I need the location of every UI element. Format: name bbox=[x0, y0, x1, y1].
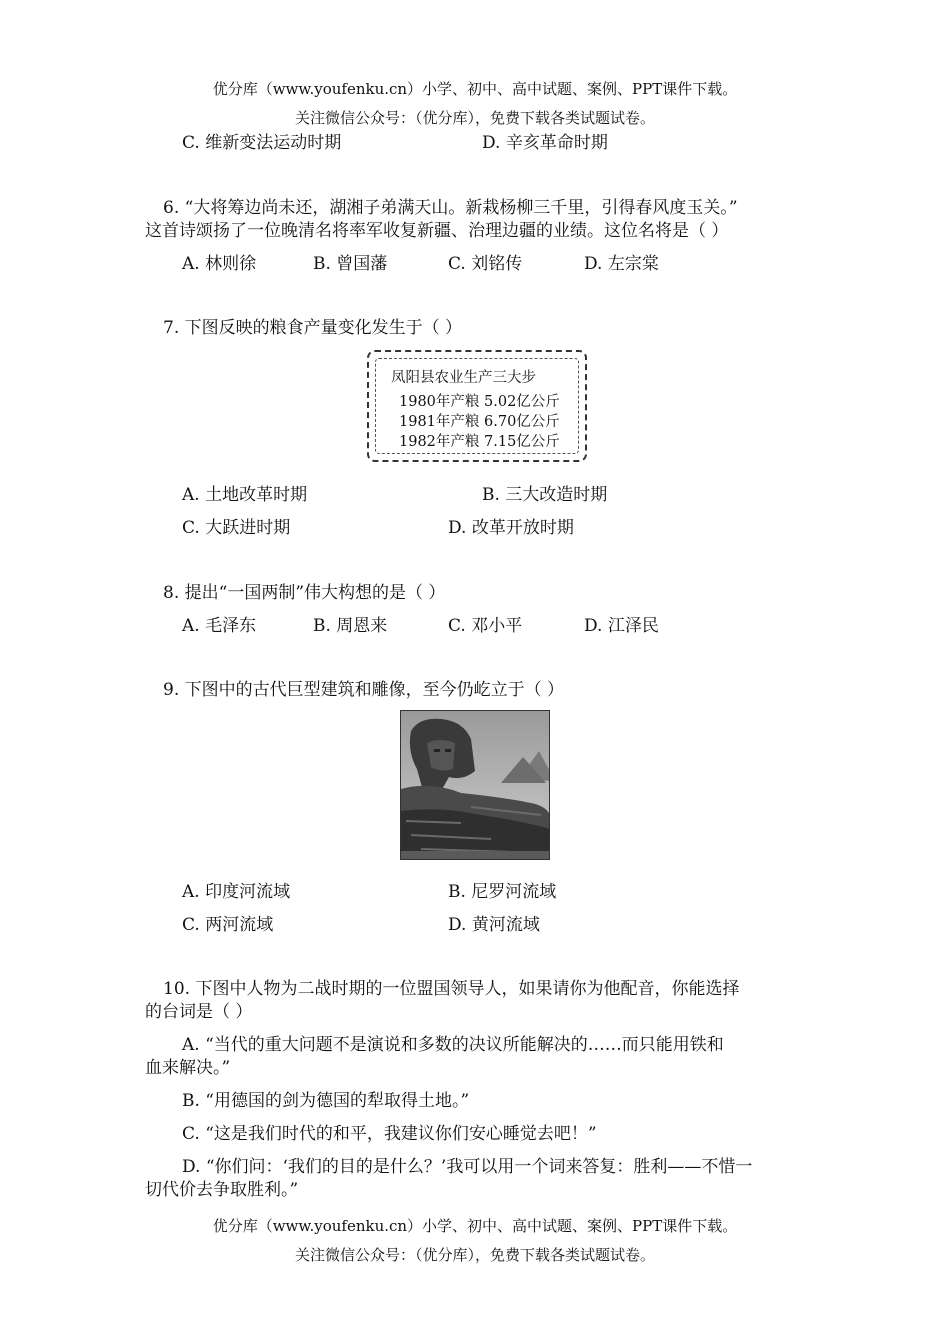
q5-option-d: D. 辛亥革命时期 bbox=[482, 133, 608, 153]
q8-option-b: B. 周恩来 bbox=[313, 616, 388, 636]
q6-option-c: C. 刘铭传 bbox=[448, 254, 523, 274]
q9-sphinx-photo bbox=[400, 710, 550, 860]
q6-option-b: B. 曾国藩 bbox=[313, 254, 388, 274]
figure-row-1980: 1980年产粮 5.02亿公斤 bbox=[399, 394, 560, 410]
q6-stem-line-2: 这首诗颂扬了一位晚清名将率军收复新疆、治理边疆的业绩。这位名将是（ ） bbox=[145, 221, 729, 241]
q7-option-d: D. 改革开放时期 bbox=[448, 518, 574, 538]
q6-option-a: A. 林则徐 bbox=[182, 254, 257, 274]
q6-stem-line-1: 6. “大将筹边尚未还，湖湘子弟满天山。新栽杨柳三千里，引得春风度玉关。” bbox=[163, 198, 738, 218]
q9-option-a: A. 印度河流域 bbox=[182, 882, 291, 902]
q10-option-d-line-2: 切代价去争取胜利。” bbox=[145, 1180, 299, 1200]
q10-stem-line-2: 的台词是（ ） bbox=[145, 1002, 253, 1022]
q5-option-c: C. 维新变法运动时期 bbox=[182, 133, 342, 153]
q9-option-c: C. 两河流域 bbox=[182, 915, 274, 935]
figure-row-1982: 1982年产粮 7.15亿公斤 bbox=[399, 434, 560, 450]
figure-row-1981: 1981年产粮 6.70亿公斤 bbox=[399, 414, 560, 430]
q8-option-d: D. 江泽民 bbox=[584, 616, 659, 636]
q9-option-b: B. 尼罗河流域 bbox=[448, 882, 557, 902]
q7-option-b: B. 三大改造时期 bbox=[482, 485, 608, 505]
q10-option-a-line-2: 血来解决。” bbox=[145, 1058, 231, 1078]
sphinx-illustration bbox=[401, 711, 550, 860]
footer-line-2: 关注微信公众号：（优分库），免费下载各类试题试卷。 bbox=[294, 1246, 655, 1264]
footer-line-1: 优分库（www.youfenku.cn）小学、初中、高中试题、案例、PPT课件下载。 bbox=[212, 1217, 738, 1235]
q7-stem: 7. 下图反映的粮食产量变化发生于（ ） bbox=[163, 318, 463, 338]
q8-option-c: C. 邓小平 bbox=[448, 616, 523, 636]
q7-option-c: C. 大跃进时期 bbox=[182, 518, 291, 538]
figure-title: 凤阳县农业生产三大步 bbox=[391, 370, 536, 386]
header-line-2: 关注微信公众号：（优分库），免费下载各类试题试卷。 bbox=[294, 109, 655, 127]
q10-option-a-line-1: A. “当代的重大问题不是演说和多数的决议所能解决的……而只能用铁和 bbox=[182, 1035, 724, 1055]
q7-grain-output-figure bbox=[367, 350, 587, 462]
q8-option-a: A. 毛泽东 bbox=[182, 616, 257, 636]
header-line-1: 优分库（www.youfenku.cn）小学、初中、高中试题、案例、PPT课件下载。 bbox=[212, 80, 738, 98]
q8-stem: 8. 提出“一国两制”伟大构想的是（ ） bbox=[163, 583, 446, 603]
q6-option-d: D. 左宗棠 bbox=[584, 254, 659, 274]
q9-option-d: D. 黄河流域 bbox=[448, 915, 540, 935]
q9-stem: 9. 下图中的古代巨型建筑和雕像，至今仍屹立于（ ） bbox=[163, 680, 565, 700]
q10-option-b: B. “用德国的剑为德国的犁取得土地。” bbox=[182, 1091, 470, 1111]
q7-option-a: A. 土地改革时期 bbox=[182, 485, 308, 505]
q10-stem-line-1: 10. 下图中人物为二战时期的一位盟国领导人，如果请你为他配音，你能选择 bbox=[163, 979, 740, 999]
q10-option-c: C. “这是我们时代的和平，我建议你们安心睡觉去吧！” bbox=[182, 1124, 597, 1144]
q10-option-d-line-1: D. “你们问：‘我们的目的是什么？’我可以用一个词来答复：胜利——不惜一 bbox=[182, 1157, 753, 1177]
